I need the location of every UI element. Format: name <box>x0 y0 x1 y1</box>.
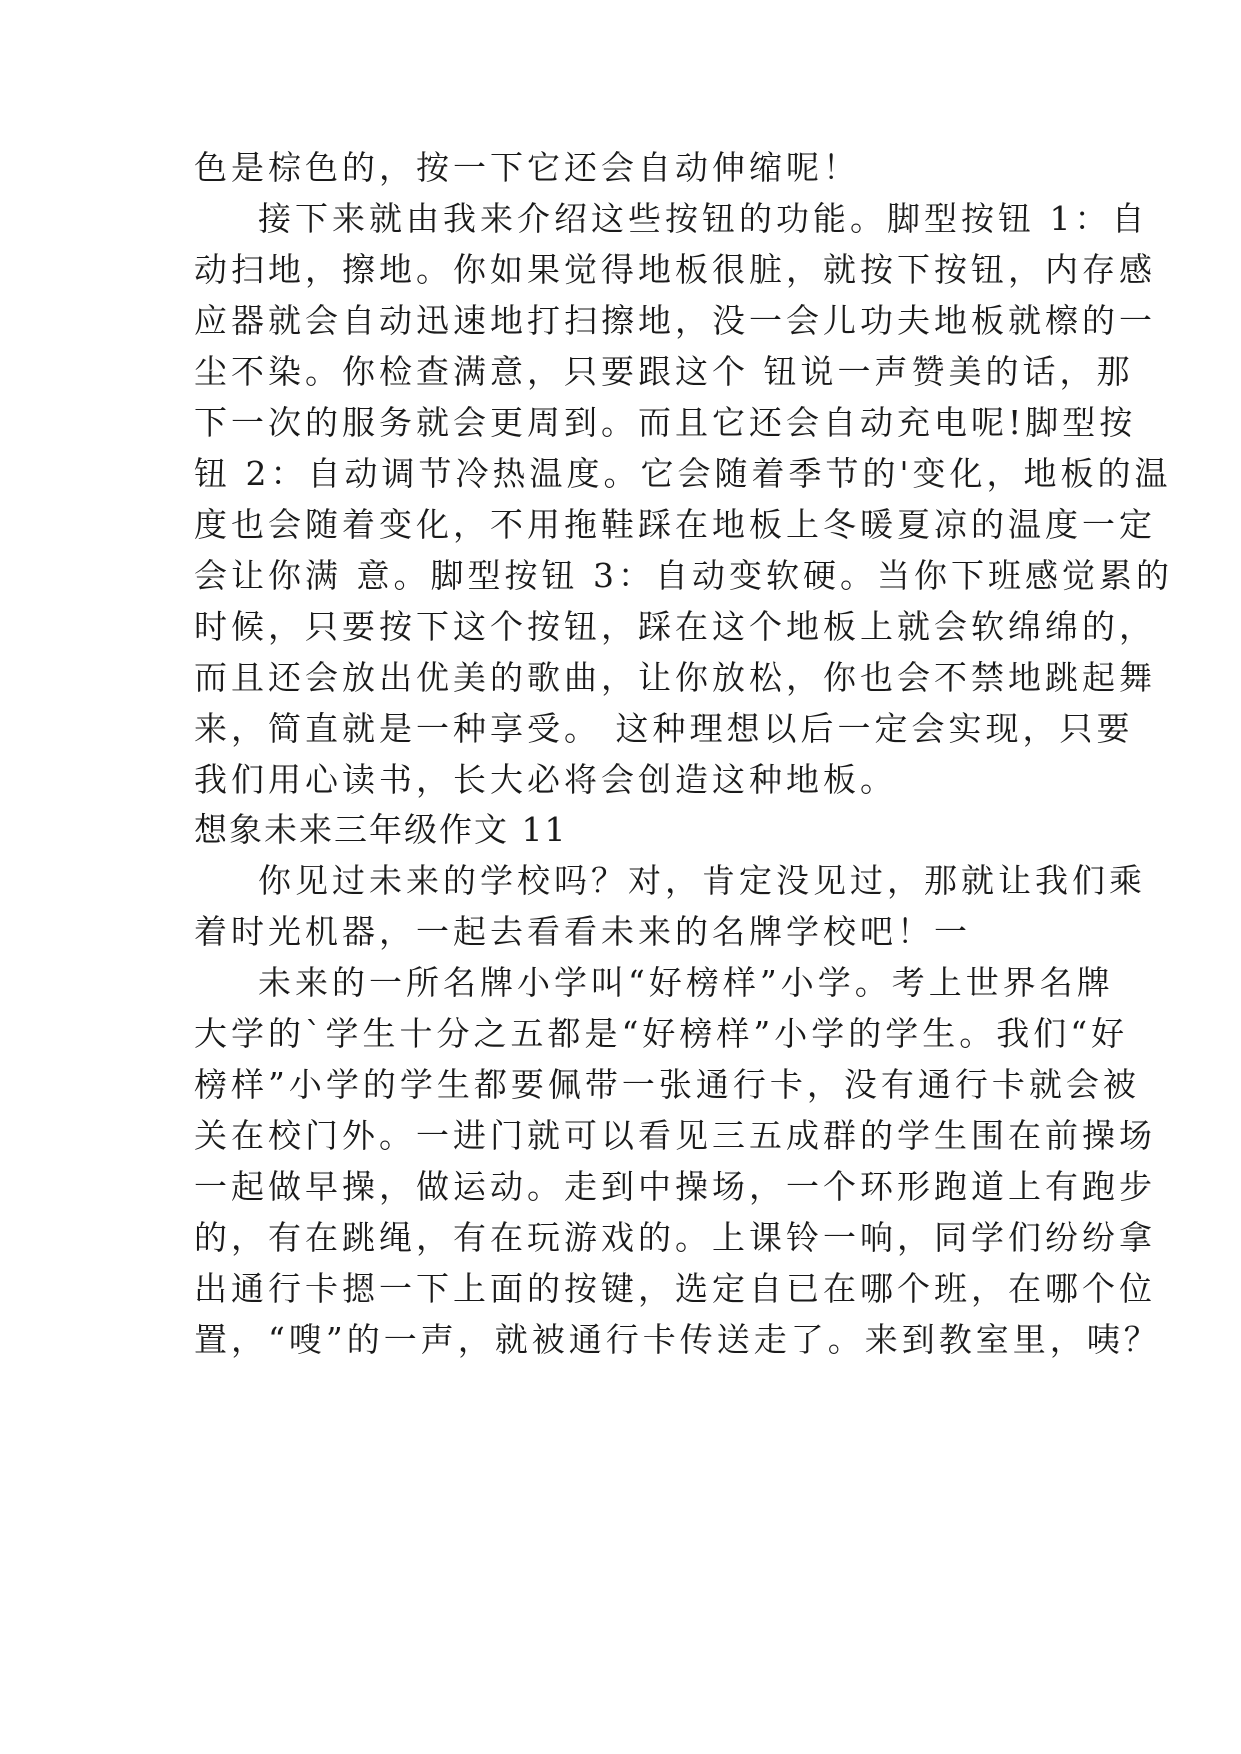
text-line: 榜样”小学的学生都要佩带一张通行卡，没有通行卡就会被 <box>194 1065 1140 1104</box>
text-line: 置，“嗖”的一声，就被通行卡传送走了。来到教室里，咦？ <box>194 1320 1161 1359</box>
text-line: 度也会随着变化，不用拖鞋踩在地板上冬暖夏凉的温度一定 <box>194 505 1156 544</box>
text-line: 来，简直就是一种享受。 这种理想以后一定会实现，只要 <box>194 709 1134 748</box>
text-line: 动扫地，擦地。你如果觉得地板很脏，就按下按钮，内存感 <box>194 250 1156 289</box>
text-line: 会让你满 意。脚型按钮 3：自动变软硬。当你下班感觉累的 <box>194 556 1173 595</box>
text-line: 尘不染。你检查满意，只要跟这个 钮说一声赞美的话，那 <box>194 352 1134 391</box>
text-line: 一起做早操，做运动。走到中操场，一个环形跑道上有跑步 <box>194 1167 1156 1206</box>
text-line: 应器就会自动迅速地打扫擦地，没一会儿功夫地板就檫的一 <box>194 301 1156 340</box>
text-line: 色是棕色的，按一下它还会自动伸缩呢！ <box>194 148 860 187</box>
text-line: 关在校门外。一进门就可以看见三五成群的学生围在前操场 <box>194 1116 1156 1155</box>
text-line: 出通行卡摁一下上面的按键，选定自已在哪个班，在哪个位 <box>194 1269 1156 1308</box>
text-line: 着时光机器，一起去看看未来的名牌学校吧！一 <box>194 912 971 951</box>
text-line: 大学的`学生十分之五都是“好榜样”小学的学生。我们“好 <box>194 1014 1129 1053</box>
text-line: 下一次的服务就会更周到。而且它还会自动充电呢!脚型按 <box>194 403 1137 442</box>
text-line: 时候，只要按下这个按钮，踩在这个地板上就会软绵绵的， <box>194 607 1156 646</box>
text-line: 而且还会放出优美的歌曲，让你放松，你也会不禁地跳起舞 <box>194 658 1156 697</box>
text-line: 钮 2：自动调节冷热温度。它会随着季节的'变化，地板的温 <box>194 454 1172 493</box>
paragraph-start-line: 你见过未来的学校吗？对，肯定没见过，那就让我们乘 <box>258 861 1146 900</box>
text-line: 我们用心读书，长大必将会创造这种地板。 <box>194 760 897 799</box>
section-heading: 想象未来三年级作文 11 <box>194 810 568 849</box>
paragraph-start-line: 接下来就由我来介绍这些按钮的功能。脚型按钮 1：自 <box>258 199 1149 238</box>
text-line: 的，有在跳绳，有在玩游戏的。上课铃一响，同学们纷纷拿 <box>194 1218 1156 1257</box>
paragraph-start-line: 未来的一所名牌小学叫“好榜样”小学。考上世界名牌 <box>258 963 1114 1002</box>
